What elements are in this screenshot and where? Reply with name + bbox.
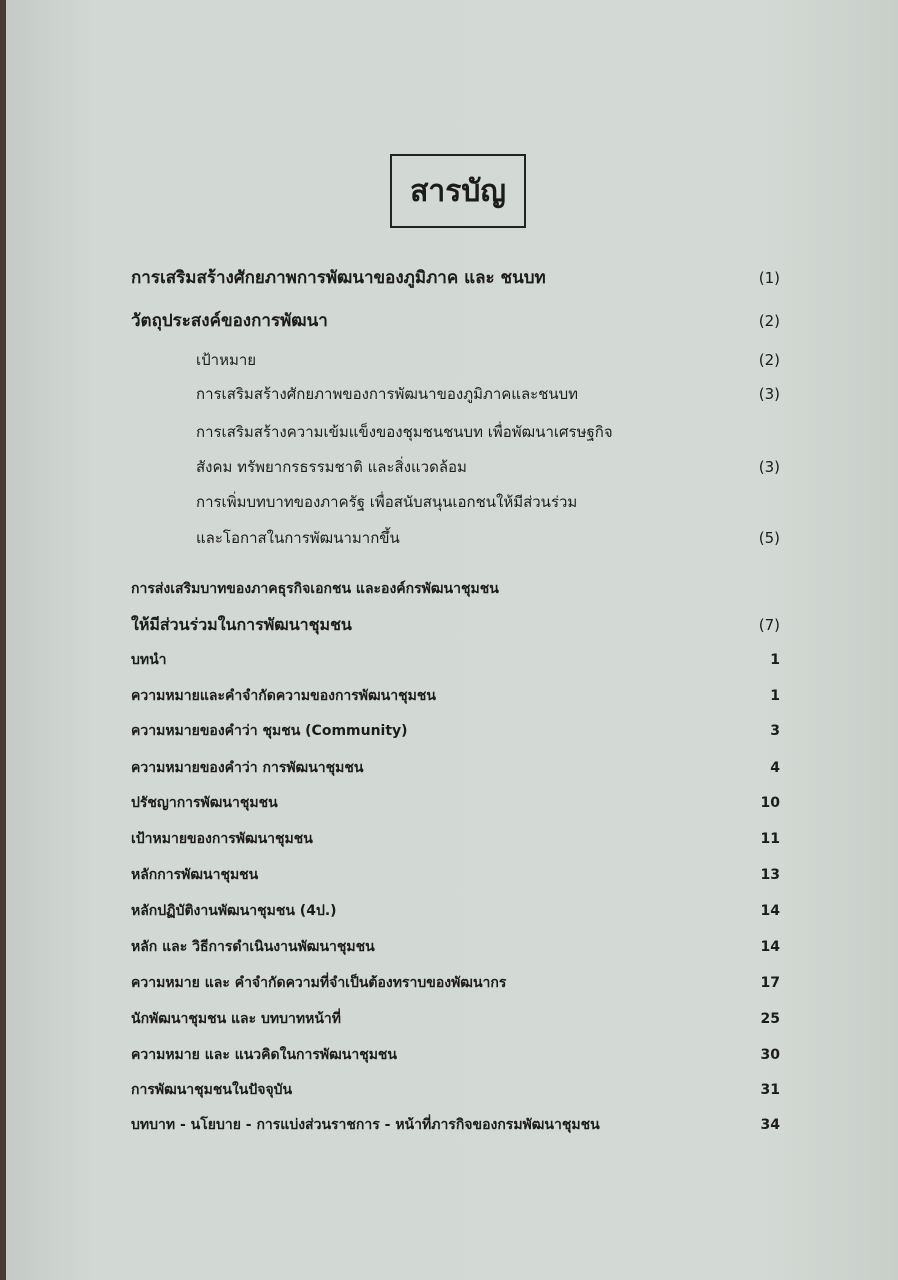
toc-entry [6,1112,898,1138]
toc-subentry [6,454,898,480]
toc-subentry-text: การเพิ่มบทบาทของภาครัฐ เพื่อสนับสนุนเอกชนให้มีส่วนร่วม [196,493,578,511]
toc-subentry [6,381,898,407]
toc-entry [6,647,898,673]
toc-entry-page: 30 [760,1047,780,1063]
document-page [6,0,898,1280]
toc-subentry-page: (3) [758,385,780,403]
toc-subentry-text: และโอกาสในการพัฒนามากขึ้น [196,529,400,547]
toc-subentry-page: (3) [758,458,780,476]
toc-entry-page: (2) [758,312,780,330]
toc-entry-text: หลัก และ วิธีการดำเนินงานพัฒนาชุมชน [131,939,375,955]
toc-entry-text: ให้มีส่วนร่วมในการพัฒนาชุมชน [131,615,352,634]
toc-entry-text: การพัฒนาชุมชนในปัจจุบัน [131,1082,293,1098]
toc-entry [6,970,898,996]
toc-entry-page: (1) [758,269,780,287]
toc-entry [6,1077,898,1103]
toc-entry-text: บทบาท - นโยบาย - การแบ่งส่วนราชการ - หน้าที่ภารกิจของกรมพัฒนาชุมชน [131,1117,600,1133]
toc-entry-page: 14 [760,939,780,955]
toc-entry [6,826,898,852]
toc-entry-text: เป้าหมายของการพัฒนาชุมชน [131,831,313,847]
toc-entry-page: (7) [758,616,780,634]
toc-entry-text: หลักปฏิบัติงานพัฒนาชุมชน (4ป.) [131,903,337,919]
toc-entry-page: 11 [760,831,780,847]
toc-subentry [6,347,898,373]
toc-subentry-text: การเสริมสร้างศักยภาพของการพัฒนาของภูมิภาคและชนบท [196,385,579,403]
toc-subentry-text: การเสริมสร้างความเข้มแข็งของชุมชนชนบท เพื่อพัฒนาเศรษฐกิจ [196,423,613,441]
toc-entry [6,934,898,960]
toc-entry [6,755,898,781]
toc-entry-page: 4 [770,760,780,776]
toc-entry-page: 31 [760,1082,780,1098]
toc-entry [6,576,898,602]
toc-subentry [6,489,898,515]
toc-entry-text: การส่งเสริมบาทของภาคธุรกิจเอกชน และองค์กรพัฒนาชุมชน [131,581,499,597]
toc-entry-page: 10 [760,795,780,811]
toc-entry-text: ความหมาย และ แนวคิดในการพัฒนาชุมชน [131,1047,397,1063]
toc-entry-text: บทนำ [131,652,167,668]
toc-entry [6,862,898,888]
toc-subentry-page: (5) [758,529,780,547]
page-title: สารบัญ [390,154,526,228]
toc-entry-text: หลักการพัฒนาชุมชน [131,867,259,883]
toc-entry [6,683,898,709]
toc-subentry-text: สังคม ทรัพยากรธรรมชาติ และสิ่งแวดล้อม [196,458,467,476]
toc-entry [6,308,898,334]
toc-entry-text: วัตถุประสงค์ของการพัฒนา [131,311,328,331]
toc-entry-text: การเสริมสร้างศักยภาพการพัฒนาของภูมิภาค และ ชนบท [131,268,546,288]
toc-entry-text: นักพัฒนาชุมชน และ บทบาทหน้าที่ [131,1011,342,1027]
toc-entry-page: 25 [760,1011,780,1027]
toc-entry [6,1006,898,1032]
toc-entry [6,265,898,291]
toc-subentry-text: เป้าหมาย [196,351,257,369]
toc-entry-page: 1 [770,688,780,704]
toc-entry-page: 17 [760,975,780,991]
toc-entry [6,1042,898,1068]
toc-subentry-page: (2) [758,351,780,369]
toc-entry-text: ความหมาย และ คำจำกัดความที่จำเป็นต้องทราบของพัฒนากร [131,975,507,991]
toc-entry-text: ความหมายของคำว่า ชุมชน (Community) [131,723,408,739]
toc-entry [6,718,898,744]
toc-subentry [6,419,898,445]
toc-entry-text: ความหมายและคำจำกัดความของการพัฒนาชุมชน [131,688,436,704]
toc-entry [6,898,898,924]
toc-entry-page: 3 [770,723,780,739]
toc-subentry [6,525,898,551]
toc-entry-page: 14 [760,903,780,919]
toc-entry [6,790,898,816]
toc-entry-page: 1 [770,652,780,668]
toc-entry-page: 13 [760,867,780,883]
toc-entry-page: 34 [760,1117,780,1133]
toc-entry-text: ปรัชญาการพัฒนาชุมชน [131,795,278,811]
toc-entry-text: ความหมายของคำว่า การพัฒนาชุมชน [131,760,364,776]
toc-entry [6,612,898,638]
